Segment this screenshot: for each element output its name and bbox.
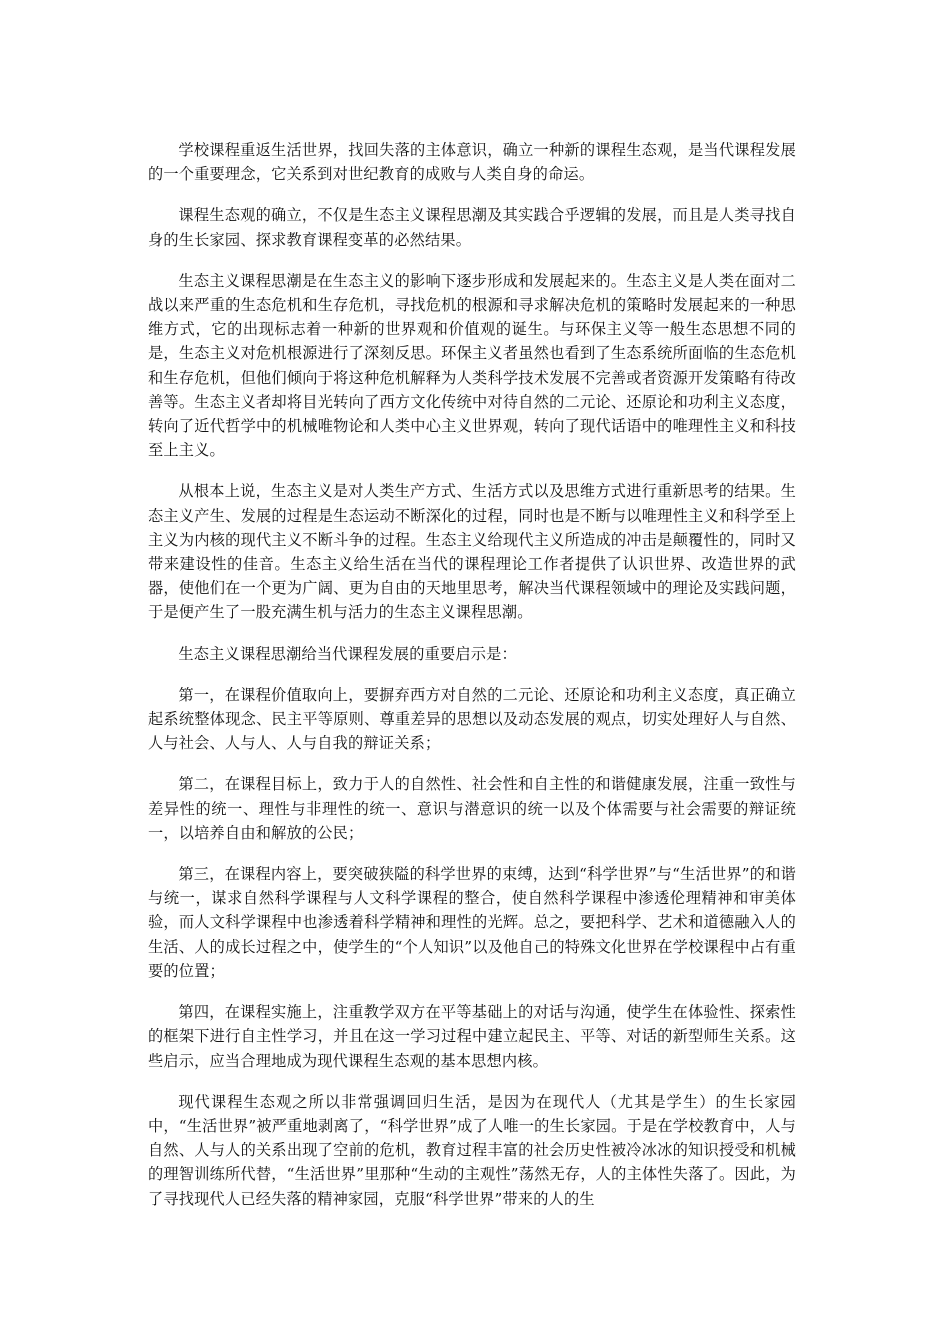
paragraph-6: 第一，在课程价值取向上，要摒弃西方对自然的二元论、还原论和功利主义态度，真正确立起系统整体现念、民主平等原则、尊重差异的思想以及动态发展的观点，切实处理好人与自然、人与社会、人与人、人与自我的辩证关系；: [148, 685, 796, 753]
paragraph-8: 第三，在课程内容上，要突破狭隘的科学世界的束缚，达到“科学世界”与“生活世界”的和谐与统一，谋求自然科学课程与人文科学课程的整合，使自然科学课程中渗透伦理精神和审美体验，而人文科学课程中也渗透着科学精神和理性的光辉。总之，要把科学、艺术和道德融入人的生活、人的成长过程之中，使学生的“个人知识”以及他自己的特殊文化世界在学校课程中占有重要的位置；: [148, 865, 796, 980]
paragraph-1: 学校课程重返生活世界，找回失落的主体意识，确立一种新的课程生态观，是当代课程发展的一个重要理念，它关系到对世纪教育的成败与人类自身的命运。: [148, 141, 796, 184]
paragraph-7: 第二，在课程目标上，致力于人的自然性、社会性和自主性的和谐健康发展，注重一致性与差异性的统一、理性与非理性的统一、意识与潜意识的统一以及个体需要与社会需要的辩证统一，以培养自由和解放的公民；: [148, 775, 796, 842]
paragraph-4: 从根本上说，生态主义是对人类生产方式、生活方式以及思维方式进行重新思考的结果。生态主义产生、发展的过程是生态运动不断深化的过程，同时也是不断与以唯理性主义和科学至上主义为内核的现代主义不断斗争的过程。生态主义给现代主义所造成的冲击是颠覆性的，同时又带来建设性的佳音。生态主义给生活在当代的课程理论工作者提供了认识世界、改造世界的武器，使他们在一个更为广阔、更为自由的天地里思考，解决当代课程领域中的理论及实践问题，于是便产生了一股充满生机与活力的生态主义课程思潮。: [148, 482, 796, 622]
paragraph-9: 第四，在课程实施上，注重教学双方在平等基础上的对话与沟通，使学生在体验性、探索性的框架下进行自主性学习，并且在这一学习过程中建立起民主、平等、对话的新型师生关系。这些启示，应当合理地成为现代课程生态观的基本思想内核。: [148, 1003, 796, 1070]
document-body: [148, 138, 796, 1228]
paragraph-3: 生态主义课程思潮是在生态主义的影响下逐步形成和发展起来的。生态主义是人类在面对二战以来严重的生态危机和生存危机，寻找危机的根源和寻求解决危机的策略时发展起来的一种思维方式，它的出现标志着一种新的世界观和价值观的诞生。与环保主义等一般生态思想不同的是，生态主义对危机根源进行了深刻反思。环保主义者虽然也看到了生态系统所面临的生态危机和生存危机，但他们倾向于将这种危机解释为人类科学技术发展不完善或者资源开发策略有待改善等。生态主义者却将目光转向了西方文化传统中对待自然的二元论、还原论和功利主义态度，转向了近代哲学中的机械唯物论和人类中心主义世界观，转向了现代话语中的唯理性主义和科技至上主义。: [148, 271, 796, 460]
paragraph-5: 生态主义课程思潮给当代课程发展的重要启示是：: [178, 644, 517, 663]
paragraph-10: 现代课程生态观之所以非常强调回归生活，是因为在现代人（尤其是学生）的生长家园中，“生活世界”被严重地剥离了，“科学世界”成了人唯一的生长家园。于是在学校教育中，人与自然、人与人的关系出现了空前的危机，教育过程丰富的社会历史性被冷冰冰的知识授受和机械的理智训练所代替，“生活世界”里那种“生动的主观性”荡然无存，人的主体性失落了。因此，为了寻找现代人已经失落的精神家园，克服“科学世界”带来的人的生: [148, 1092, 796, 1208]
paragraph-2: 课程生态观的确立，不仅是生态主义课程思潮及其实践合乎逻辑的发展，而且是人类寻找自身的生长家园、探求教育课程变革的必然结果。: [148, 206, 796, 249]
